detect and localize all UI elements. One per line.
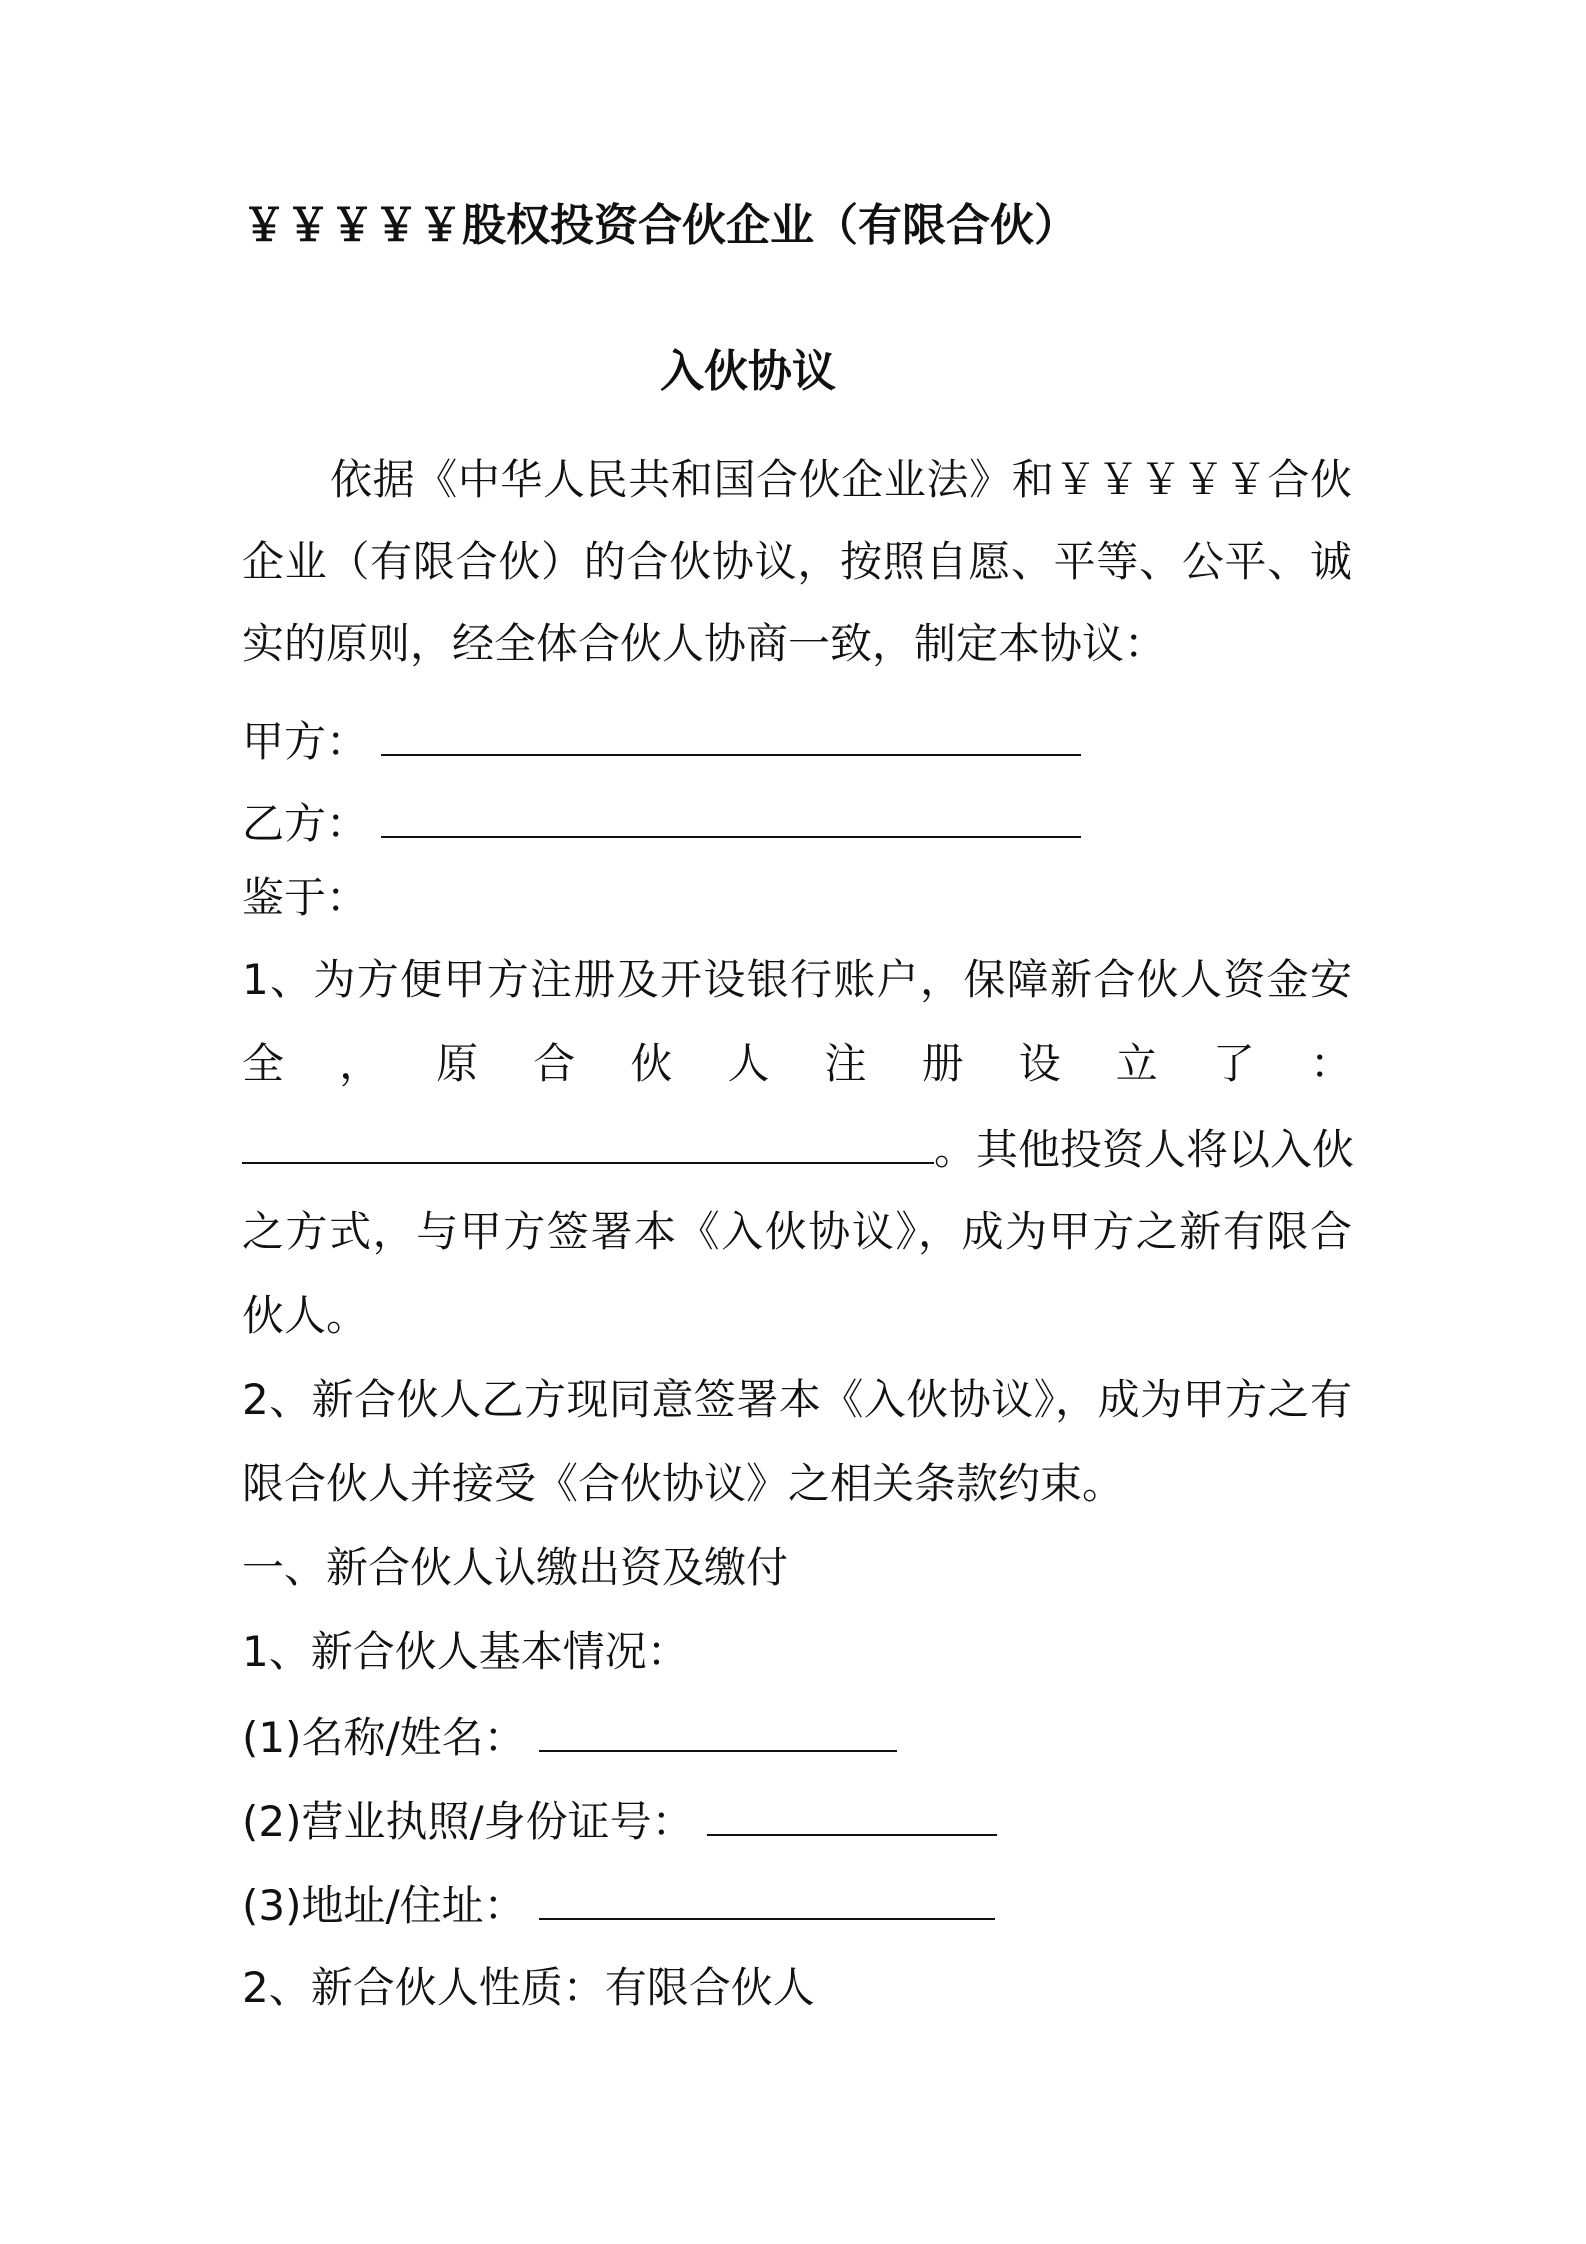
field-address-label: (3)地址/住址： xyxy=(242,1881,526,1930)
party-a-label: 甲方： xyxy=(242,717,369,766)
intro-line-3: 实的原则，经全体合伙人协商一致，制定本协议： xyxy=(242,619,1167,668)
clause1-line-2: 全，原合伙人注册设立了： xyxy=(242,1039,1352,1088)
clause1-line-5: 伙人。 xyxy=(242,1291,369,1340)
field-name-row xyxy=(242,1706,897,1766)
registered-entity-blank xyxy=(242,1118,934,1164)
field-name-blank xyxy=(539,1706,897,1752)
field-license-blank xyxy=(707,1790,997,1836)
item1-heading: 1、新合伙人基本情况： xyxy=(242,1627,689,1676)
clause1-line-3-text: 。其他投资人将以入伙 xyxy=(934,1125,1355,1174)
document-title-line2: 入伙协议 xyxy=(660,346,836,397)
whereas-label: 鉴于： xyxy=(242,873,369,922)
clause2-line-1: 2、新合伙人乙方现同意签署本《入伙协议》，成为甲方之有 xyxy=(242,1375,1352,1424)
field-address-blank xyxy=(539,1874,995,1920)
field-license-row xyxy=(242,1790,997,1850)
clause1-line-3 xyxy=(242,1118,1354,1178)
clause1-line-1: 1、为方便甲方注册及开设银行账户，保障新合伙人资金安 xyxy=(242,955,1352,1004)
document-title-line1: ￥￥￥￥￥股权投资合伙企业（有限合伙） xyxy=(242,200,1078,251)
party-a-row xyxy=(242,710,1081,770)
field-name-label: (1)名称/姓名： xyxy=(242,1713,526,1762)
party-b-blank xyxy=(381,792,1081,838)
party-a-blank xyxy=(381,710,1081,756)
intro-line-1: 依据《中华人民共和国合伙企业法》和￥￥￥￥￥合伙 xyxy=(330,455,1352,504)
clause2-line-2: 限合伙人并接受《合伙协议》之相关条款约束。 xyxy=(242,1459,1125,1508)
clause1-line-4: 之方式，与甲方签署本《入伙协议》，成为甲方之新有限合 xyxy=(242,1207,1352,1256)
field-address-row xyxy=(242,1874,995,1934)
section1-heading: 一、新合伙人认缴出资及缴付 xyxy=(242,1543,789,1592)
intro-line-2: 企业（有限合伙）的合伙协议，按照自愿、平等、公平、诚 xyxy=(242,537,1352,586)
field-license-label: (2)营业执照/身份证号： xyxy=(242,1797,694,1846)
item2-text: 2、新合伙人性质：有限合伙人 xyxy=(242,1963,815,2012)
party-b-row xyxy=(242,792,1081,852)
party-b-label: 乙方： xyxy=(242,799,369,848)
